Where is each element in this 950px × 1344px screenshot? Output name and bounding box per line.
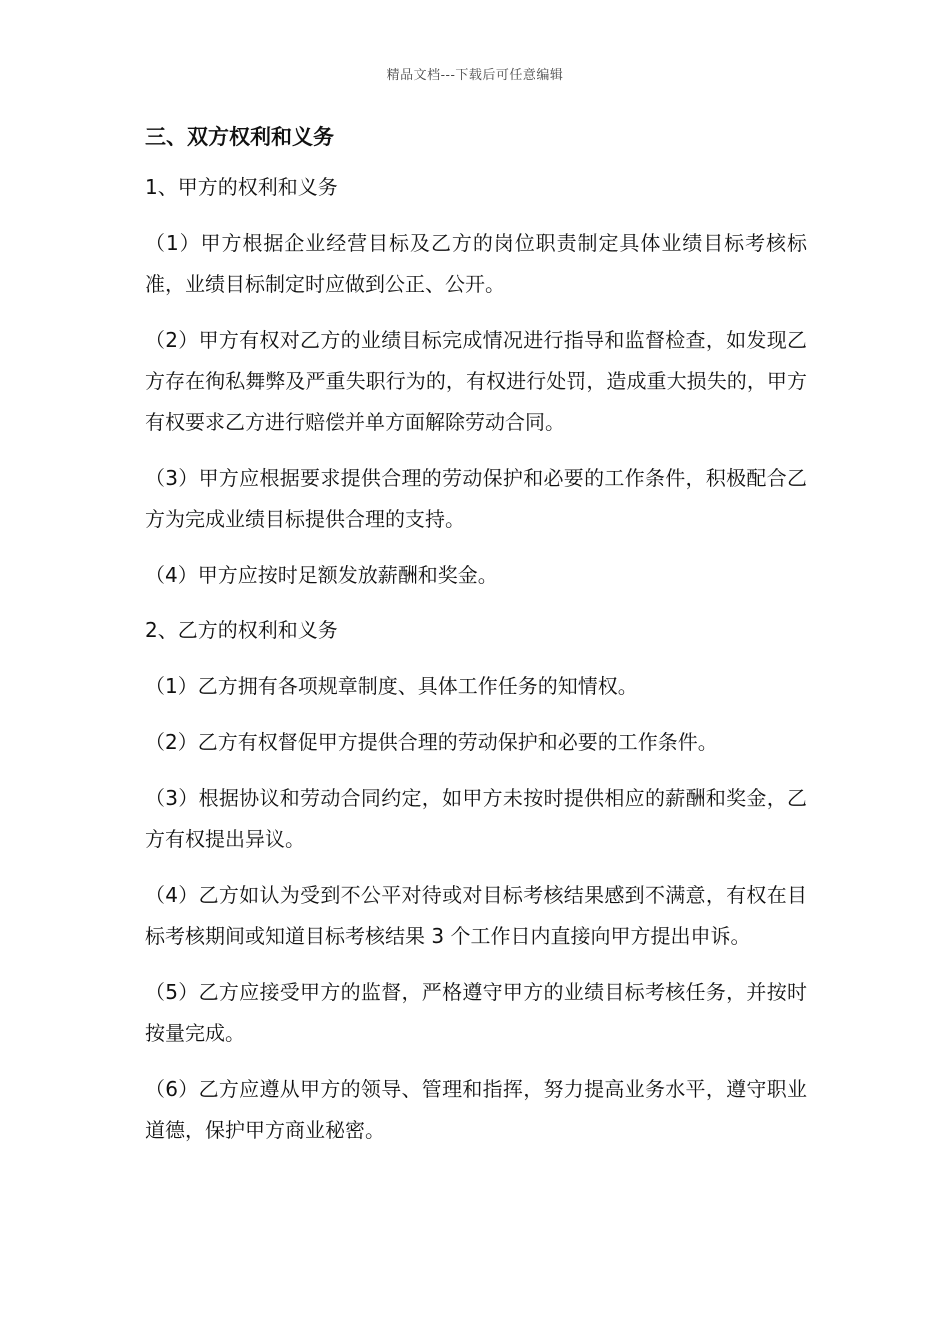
party-b-item-4: （4）乙方如认为受到不公平对待或对目标考核结果感到不满意，有权在目标考核期间或知道目标考核结果 3 个工作日内直接向甲方提出申诉。 — [145, 883, 807, 948]
party-a-item-2: （2）甲方有权对乙方的业绩目标完成情况进行指导和监督检查，如发现乙方存在徇私舞弊及严重失职行为的，有权进行处罚，造成重大损失的，甲方有权要求乙方进行赔偿并单方面解除劳动合同。 — [145, 328, 807, 434]
document-body — [145, 118, 807, 1166]
party-b-item-3: （3）根据协议和劳动合同约定，如甲方未按时提供相应的薪酬和奖金，乙方有权提出异议。 — [145, 786, 807, 851]
party-b-item-5: （5）乙方应接受甲方的监督，严格遵守甲方的业绩目标考核任务，并按时按量完成。 — [145, 980, 807, 1045]
party-a-heading: 1、甲方的权利和义务 — [145, 175, 338, 199]
section-title: 三、双方权利和义务 — [145, 125, 334, 149]
party-b-item-6: （6）乙方应遵从甲方的领导、管理和指挥，努力提高业务水平，遵守职业道德，保护甲方商业秘密。 — [145, 1077, 807, 1142]
party-a-item-3: （3）甲方应根据要求提供合理的劳动保护和必要的工作条件，积极配合乙方为完成业绩目标提供合理的支持。 — [145, 466, 807, 531]
party-a-item-4: （4）甲方应按时足额发放薪酬和奖金。 — [145, 563, 498, 587]
party-a-item-1: （1）甲方根据企业经营目标及乙方的岗位职责制定具体业绩目标考核标准，业绩目标制定时应做到公正、公开。 — [145, 231, 807, 296]
page-header: 精品文档---下载后可任意编辑 — [386, 68, 564, 83]
party-b-item-1: （1）乙方拥有各项规章制度、具体工作任务的知情权。 — [145, 674, 638, 698]
party-b-item-2: （2）乙方有权督促甲方提供合理的劳动保护和必要的工作条件。 — [145, 730, 718, 754]
party-b-heading: 2、乙方的权利和义务 — [145, 618, 338, 642]
